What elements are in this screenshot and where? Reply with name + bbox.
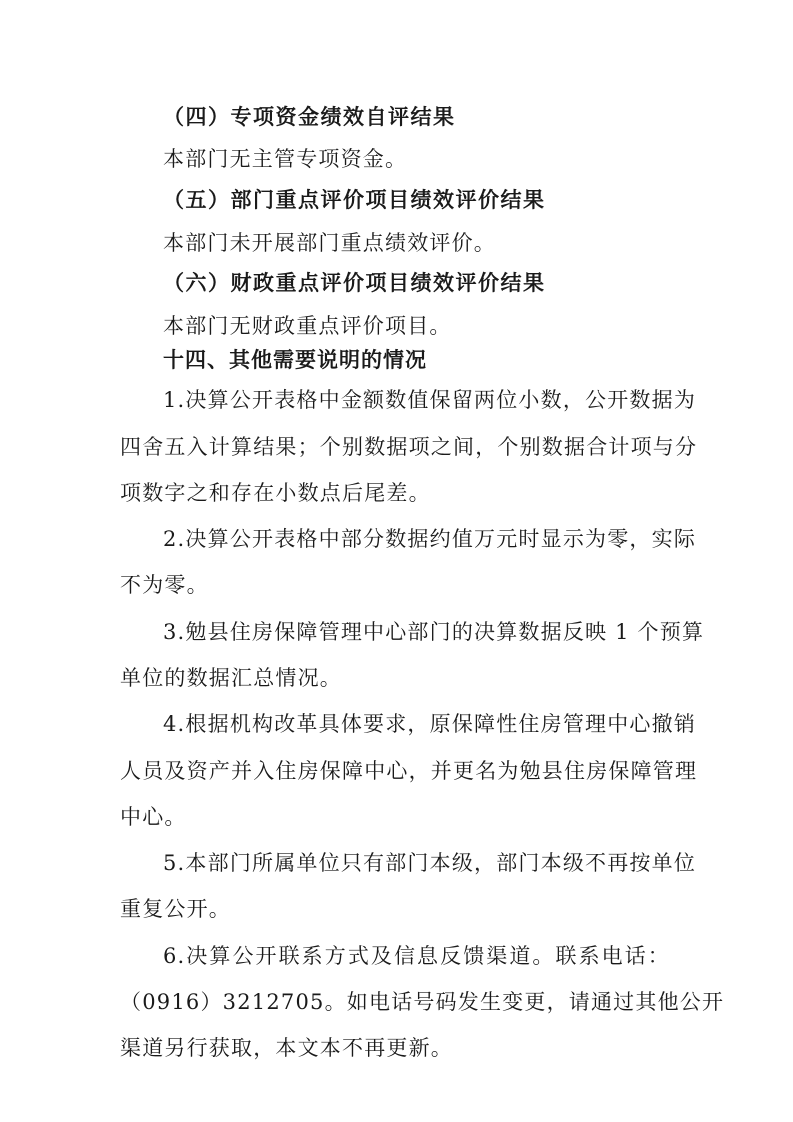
section-4-heading: （四）专项资金绩效自评结果	[163, 104, 456, 129]
item-1-line-3: 项数字之和存在小数点后尾差。	[120, 481, 431, 505]
item-6-line-3: 渠道另行获取，本文本不再更新。	[120, 1036, 453, 1060]
section-6-text: 本部门无财政重点评价项目。	[163, 314, 452, 338]
item-6-line-1: 6.决算公开联系方式及信息反馈渠道。联系电话：	[163, 944, 670, 968]
item-3-line-1: 3.勉县住房保障管理中心部门的决算数据反映 1 个预算	[163, 620, 705, 644]
item-2-line-1: 2.决算公开表格中部分数据约值万元时显示为零，实际	[163, 527, 697, 551]
item-4-line-2: 人员及资产并入住房保障中心，并更名为勉县住房保障管理	[120, 759, 698, 783]
item-3-line-2: 单位的数据汇总情况。	[120, 666, 342, 690]
section-6-heading: （六）财政重点评价项目绩效评价结果	[163, 270, 546, 295]
item-6-line-2: （0916）3212705。如电话号码发生变更，请通过其他公开	[120, 990, 725, 1014]
main-heading: 十四、其他需要说明的情况	[163, 348, 427, 372]
item-1-line-1: 1.决算公开表格中金额数值保留两位小数，公开数据为	[163, 388, 697, 412]
item-5-line-2: 重复公开。	[120, 897, 231, 921]
section-5-text: 本部门未开展部门重点绩效评价。	[163, 231, 496, 255]
item-2-line-2: 不为零。	[120, 573, 209, 597]
section-5-heading: （五）部门重点评价项目绩效评价结果	[163, 187, 546, 212]
section-4-text: 本部门无主管专项资金。	[163, 147, 408, 171]
item-4-line-1: 4.根据机构改革具体要求，原保障性住房管理中心撤销	[163, 712, 697, 736]
item-4-line-3: 中心。	[120, 805, 187, 829]
item-5-line-1: 5.本部门所属单位只有部门本级，部门本级不再按单位	[163, 851, 697, 875]
item-1-line-2: 四舍五入计算结果；个别数据项之间，个别数据合计项与分	[120, 435, 698, 459]
